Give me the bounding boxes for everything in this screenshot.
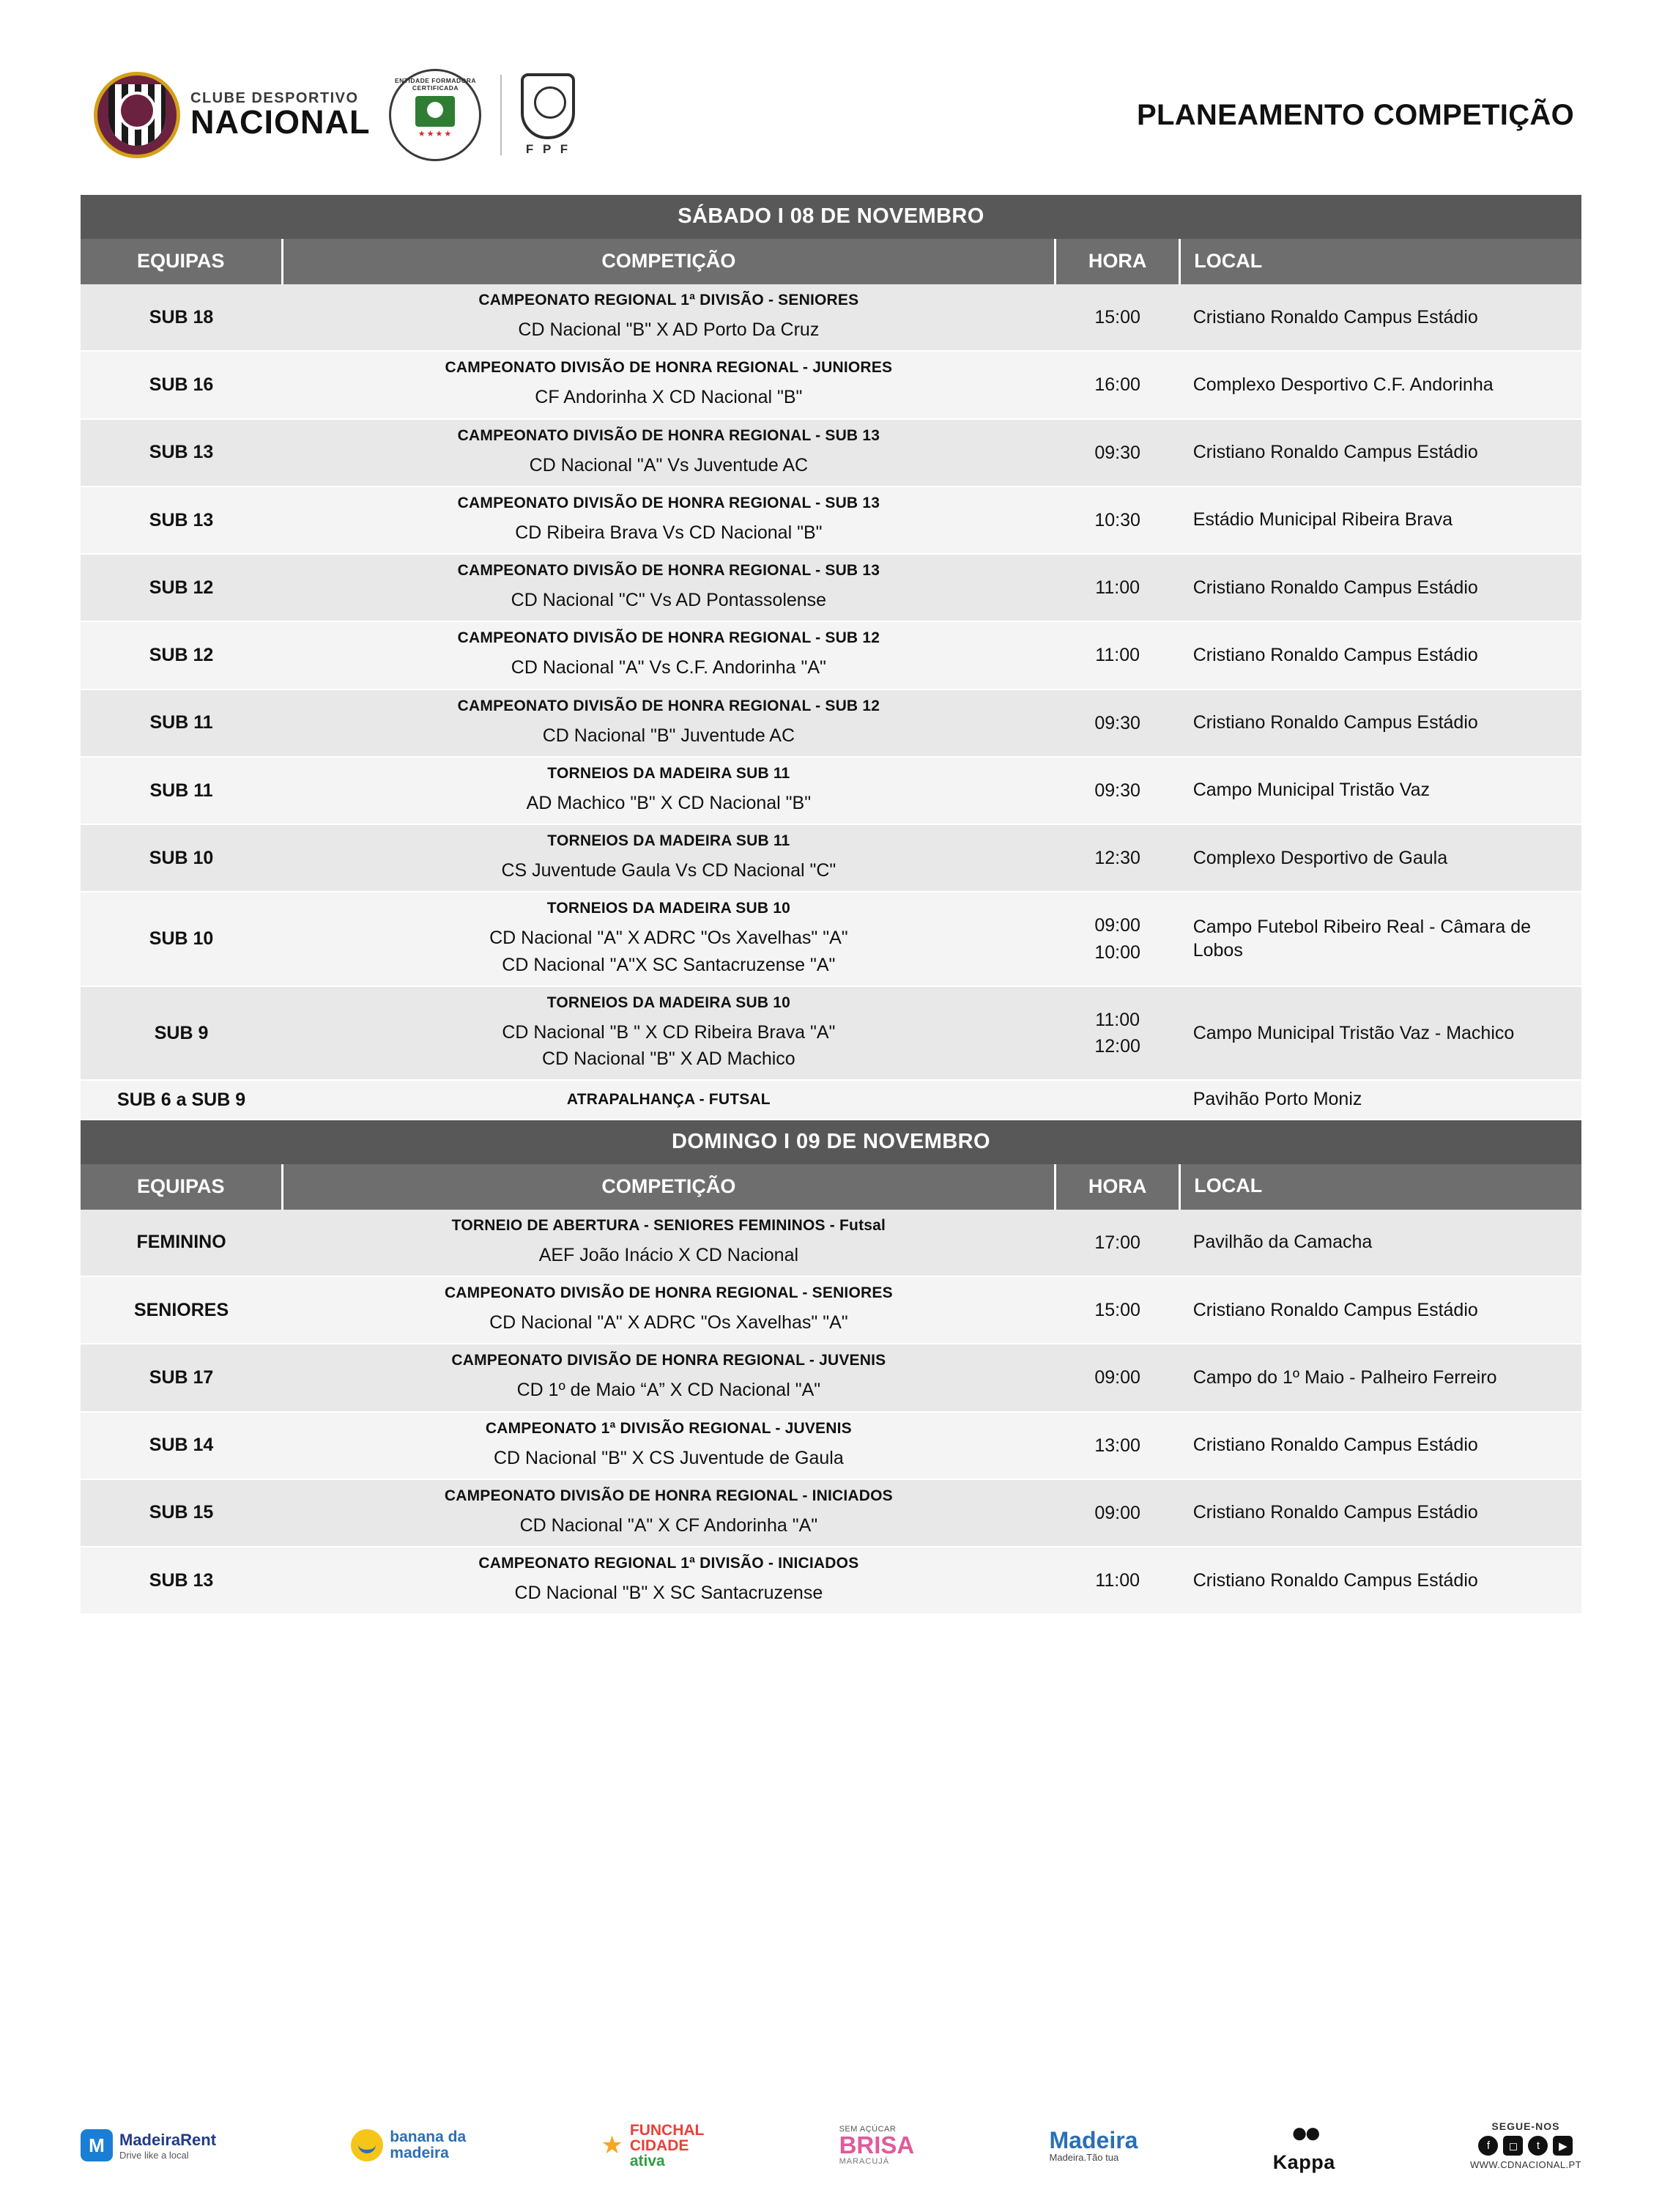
cell-hora [1056,419,1180,487]
club-crest-icon [94,72,180,158]
schedule-row [81,1080,1581,1119]
cell-equipa: SUB 13 [81,1547,282,1614]
match-label: CD Nacional "A" Vs Juventude AC [529,454,809,476]
competition-name: CAMPEONATO DIVISÃO DE HONRA REGIONAL - SUB 13 [457,562,880,580]
competition-name: CAMPEONATO REGIONAL 1ª DIVISÃO - SENIORES [478,292,859,309]
competition-name: CAMPEONATO DIVISÃO DE HONRA REGIONAL - SUB 12 [457,697,880,714]
cell-competicao [282,351,1056,418]
match-label: CD Nacional "C" Vs AD Pontassolense [511,590,827,611]
column-header-equipas: EQUIPAS [81,239,282,284]
column-header-local: LOCAL [1180,239,1581,284]
match-time: 11:00 [1095,645,1140,666]
cell-competicao [282,986,1056,1081]
competition-name: CAMPEONATO DIVISÃO DE HONRA REGIONAL - INICIADOS [444,1487,893,1504]
kappa-figures-icon: ●● [1291,2117,1318,2149]
cell-equipa: SUB 13 [81,487,282,554]
website-url: WWW.CDNACIONAL.PT [1469,2159,1581,2170]
cell-equipa: SUB 17 [81,1344,282,1411]
social-icons [1478,2136,1573,2156]
cell-local: Cristiano Ronaldo Campus Estádio [1180,1412,1581,1479]
cell-hora [1056,284,1180,351]
cell-equipa: SUB 13 [81,419,282,487]
club-wordmark [190,91,370,139]
column-header-competicao: COMPETIÇÃO [282,1164,1056,1210]
competition-name: TORNEIO DE ABERTURA - SENIORES FEMININOS - Futsal [451,1216,886,1234]
cell-competicao [282,824,1056,892]
match-label: CD Nacional "B" X SC Santacruzense [514,1583,823,1604]
cell-local: Cristiano Ronaldo Campus Estádio [1180,1547,1581,1614]
cell-equipa: SUB 16 [81,351,282,418]
certification-badge-icon [389,69,481,161]
column-header-row [81,239,1581,284]
sponsor-kappa [1273,2117,1335,2174]
cell-hora [1056,554,1180,621]
cell-equipa: SUB 18 [81,284,282,351]
match-label: CD Nacional "A" X ADRC "Os Xavelhas" "A" [489,928,848,949]
competition-name: CAMPEONATO DIVISÃO DE HONRA REGIONAL - SUB 12 [457,629,880,647]
brisa-sub: MARACUJÁ [839,2156,890,2166]
competition-name: CAMPEONATO DIVISÃO DE HONRA REGIONAL - JUNIORES [445,359,893,377]
cell-competicao [282,757,1056,824]
cell-competicao [282,1412,1056,1479]
club-name-line1: CLUBE DESPORTIVO [190,89,359,106]
cell-equipa: SUB 11 [81,757,282,824]
match-time: 16:00 [1094,374,1140,396]
cell-local: Pavihão Porto Moniz [1180,1080,1581,1119]
schedule-row [81,689,1581,757]
social-block [1470,2120,1581,2170]
competition-name: TORNEIOS DA MADEIRA SUB 10 [546,900,791,917]
facebook-icon[interactable]: f [1478,2136,1498,2156]
schedule-row [81,1210,1581,1276]
cell-equipa: SUB 12 [81,554,282,621]
cell-equipa: SUB 11 [81,689,282,757]
twitter-icon[interactable]: t [1528,2136,1548,2156]
schedule-row [81,1547,1581,1614]
certification-ring-text: ENTIDADE FORMADORA CERTIFICADA [394,77,476,92]
schedule-table [81,195,1581,1615]
fpf-shield-icon [521,73,575,139]
match-label: CS Juventude Gaula Vs CD Nacional "C" [501,860,836,881]
match-label: CD Nacional "A" X ADRC "Os Xavelhas" "A" [489,1312,848,1334]
cell-competicao [282,621,1056,689]
cell-equipa: SUB 6 a SUB 9 [81,1080,282,1119]
sponsor-madeirarent [81,2129,216,2161]
cell-local: Pavilhão da Camacha [1180,1210,1581,1276]
cell-competicao [282,284,1056,351]
day-title: DOMINGO I 09 DE NOVEMBRO [81,1120,1581,1164]
match-label: CD Nacional "B" X AD Porto Da Cruz [518,319,820,341]
banana-mark-icon [351,2129,383,2161]
match-label: CD Nacional "B" X CS Juventude de Gaula [494,1447,844,1468]
cell-local: Cristiano Ronaldo Campus Estádio [1180,689,1581,757]
cell-competicao [282,554,1056,621]
cell-local: Campo Municipal Tristão Vaz - Machico [1180,986,1581,1081]
schedule-row [81,284,1581,351]
document-header [81,45,1581,185]
day-title: SÁBADO I 08 DE NOVEMBRO [81,195,1581,239]
certification-stars: ★★★★ [418,130,453,138]
competition-name: TORNEIOS DA MADEIRA SUB 10 [546,994,791,1011]
match-time: 11:00 [1095,577,1140,599]
schedule-row [81,554,1581,621]
match-time: 09:30 [1094,712,1140,733]
cell-hora [1056,1080,1180,1119]
cell-hora [1056,757,1180,824]
match-time: 09:30 [1094,442,1140,463]
match-time: 09:00 [1094,1367,1140,1388]
fpf-label: F P F [525,142,571,156]
match-time: 12:00 [1094,1036,1140,1057]
match-label: AEF João Inácio X CD Nacional [538,1244,799,1265]
madeirarent-name: MadeiraRent [119,2130,217,2149]
sponsor-banana-da-madeira [351,2129,466,2161]
cell-hora [1056,689,1180,757]
cell-equipa: SUB 10 [81,824,282,892]
schedule-row [81,1479,1581,1547]
schedule-row [81,986,1581,1081]
competition-name: TORNEIOS DA MADEIRA SUB 11 [547,764,790,782]
match-time: 12:30 [1094,848,1140,869]
cell-local: Campo Futebol Ribeiro Real - Câmara de Lobos [1180,892,1581,986]
schedule-row [81,419,1581,487]
column-header-equipas: EQUIPAS [81,1164,282,1210]
logo-divider [500,75,502,155]
schedule-row [81,824,1581,892]
schedule-row [81,1412,1581,1479]
match-time: 15:00 [1094,307,1140,328]
cell-competicao [282,1547,1056,1614]
column-header-row [81,1164,1581,1210]
cell-competicao [282,892,1056,986]
instagram-icon[interactable]: ◻ [1503,2136,1523,2156]
cell-local: Campo do 1º Maio - Palheiro Ferreiro [1180,1344,1581,1411]
match-label: CD Nacional "B" Juventude AC [542,725,795,746]
competition-name: CAMPEONATO 1ª DIVISÃO REGIONAL - JUVENIS [485,1419,852,1437]
match-label: CD Nacional "B " X CD Ribeira Brava "A" [502,1021,836,1043]
match-time: 10:00 [1094,942,1140,963]
match-time: 13:00 [1094,1435,1140,1456]
match-time: 09:00 [1094,915,1140,936]
banana-line1: banana da [390,2128,467,2145]
cell-competicao [282,1479,1056,1547]
schedule-row [81,757,1581,824]
madeira-sub: Madeira.Tão tua [1049,2151,1119,2163]
cell-hora [1056,892,1180,986]
cell-local: Cristiano Ronaldo Campus Estádio [1180,1276,1581,1344]
cell-hora [1056,1547,1180,1614]
cell-hora [1056,824,1180,892]
cell-hora [1056,1210,1180,1276]
match-time: 17:00 [1094,1232,1140,1253]
match-label: CD Nacional "A"X SC Santacruzense "A" [502,954,836,975]
cell-local: Estádio Municipal Ribeira Brava [1180,487,1581,554]
logo-group [81,69,575,161]
day-header-row [81,1120,1581,1164]
match-label: CD Nacional "A" Vs C.F. Andorinha "A" [511,657,826,678]
competition-name: CAMPEONATO REGIONAL 1ª DIVISÃO - INICIADOS [478,1555,859,1572]
match-label: CD Ribeira Brava Vs CD Nacional "B" [515,522,823,543]
funchal-line1: FUNCHAL [629,2121,705,2139]
youtube-icon[interactable]: ▶ [1553,2136,1573,2156]
match-time: 11:00 [1095,1009,1140,1030]
cell-equipa: SUB 14 [81,1412,282,1479]
cell-hora [1056,1412,1180,1479]
cell-equipa: SUB 9 [81,986,282,1081]
sponsor-footer [81,2117,1581,2174]
madeirarent-mark-icon: M [81,2129,113,2161]
cell-equipa: SUB 15 [81,1479,282,1547]
match-time: 10:30 [1094,509,1140,530]
column-header-hora: HORA [1056,1164,1180,1210]
schedule-row [81,1276,1581,1344]
cell-hora [1056,621,1180,689]
cell-competicao [282,1080,1056,1119]
competition-name: CAMPEONATO DIVISÃO DE HONRA REGIONAL - SENIORES [444,1284,893,1302]
schedule-row [81,892,1581,986]
match-label: CF Andorinha X CD Nacional "B" [535,387,803,408]
match-time: 09:30 [1094,780,1140,801]
column-header-competicao: COMPETIÇÃO [282,239,1056,284]
cell-local: Cristiano Ronaldo Campus Estádio [1180,1479,1581,1547]
cell-hora [1056,351,1180,418]
cell-local: Complexo Desportivo C.F. Andorinha [1180,351,1581,418]
madeirarent-tagline: Drive like a local [119,2149,189,2161]
cell-local: Cristiano Ronaldo Campus Estádio [1180,554,1581,621]
cell-hora [1056,986,1180,1081]
cell-competicao [282,487,1056,554]
cell-hora [1056,1479,1180,1547]
cell-local: Cristiano Ronaldo Campus Estádio [1180,419,1581,487]
match-label: AD Machico "B" X CD Nacional "B" [526,792,812,813]
sponsor-brisa [839,2125,915,2165]
cell-local: Cristiano Ronaldo Campus Estádio [1180,284,1581,351]
cell-local: Campo Municipal Tristão Vaz [1180,757,1581,824]
cell-equipa: FEMININO [81,1210,282,1276]
funchal-line2: CIDADE [629,2137,689,2154]
match-label: CD Nacional "B" X AD Machico [542,1048,795,1070]
cell-hora [1056,1276,1180,1344]
sponsor-funchal-cidade-ativa [601,2123,704,2169]
fpf-logo [521,73,575,157]
brisa-top: SEM AÇÚCAR [839,2125,897,2134]
cell-competicao [282,419,1056,487]
cell-hora [1056,487,1180,554]
cell-equipa: SUB 10 [81,892,282,986]
banana-line2: madeira [390,2145,449,2161]
club-logo [94,72,370,158]
day-header-row [81,195,1581,239]
schedule-row [81,621,1581,689]
match-time: 09:00 [1094,1502,1140,1523]
match-time: 15:00 [1094,1300,1140,1321]
cell-competicao [282,1344,1056,1411]
match-label: CD 1º de Maio “A” X CD Nacional "A" [516,1380,821,1401]
kappa-name: Kappa [1272,2151,1335,2173]
match-time: 11:00 [1095,1570,1140,1591]
cell-competicao [282,689,1056,757]
madeira-name: Madeira [1049,2126,1138,2153]
match-label: CD Nacional "A" X CF Andorinha "A" [519,1514,818,1536]
cell-equipa: SUB 12 [81,621,282,689]
club-name-line2: NACIONAL [190,103,371,141]
cell-local: Cristiano Ronaldo Campus Estádio [1180,621,1581,689]
competition-name: ATRAPALHANÇA - FUTSAL [566,1091,771,1109]
cell-competicao [282,1210,1056,1276]
brisa-name: BRISA [839,2131,915,2159]
schedule-row [81,351,1581,418]
page-title: PLANEAMENTO COMPETIÇÃO [1137,98,1574,131]
social-label: SEGUE-NOS [1491,2120,1560,2132]
competition-name: TORNEIOS DA MADEIRA SUB 11 [547,832,790,850]
cell-local: Complexo Desportivo de Gaula [1180,824,1581,892]
competition-name: CAMPEONATO DIVISÃO DE HONRA REGIONAL - SUB 13 [457,494,880,511]
competition-name: CAMPEONATO DIVISÃO DE HONRA REGIONAL - SUB 13 [457,426,880,444]
cell-competicao [282,1276,1056,1344]
sponsor-madeira [1050,2128,1138,2163]
schedule-row [81,1344,1581,1411]
funchal-figure-icon: ★ [601,2131,623,2159]
cell-equipa: SENIORES [81,1276,282,1344]
cell-hora [1056,1344,1180,1411]
funchal-line3: ativa [629,2152,665,2170]
competition-name: CAMPEONATO DIVISÃO DE HONRA REGIONAL - JUVENIS [451,1352,886,1369]
column-header-hora: HORA [1056,239,1180,284]
schedule-row [81,487,1581,554]
column-header-local: LOCAL [1180,1164,1581,1210]
